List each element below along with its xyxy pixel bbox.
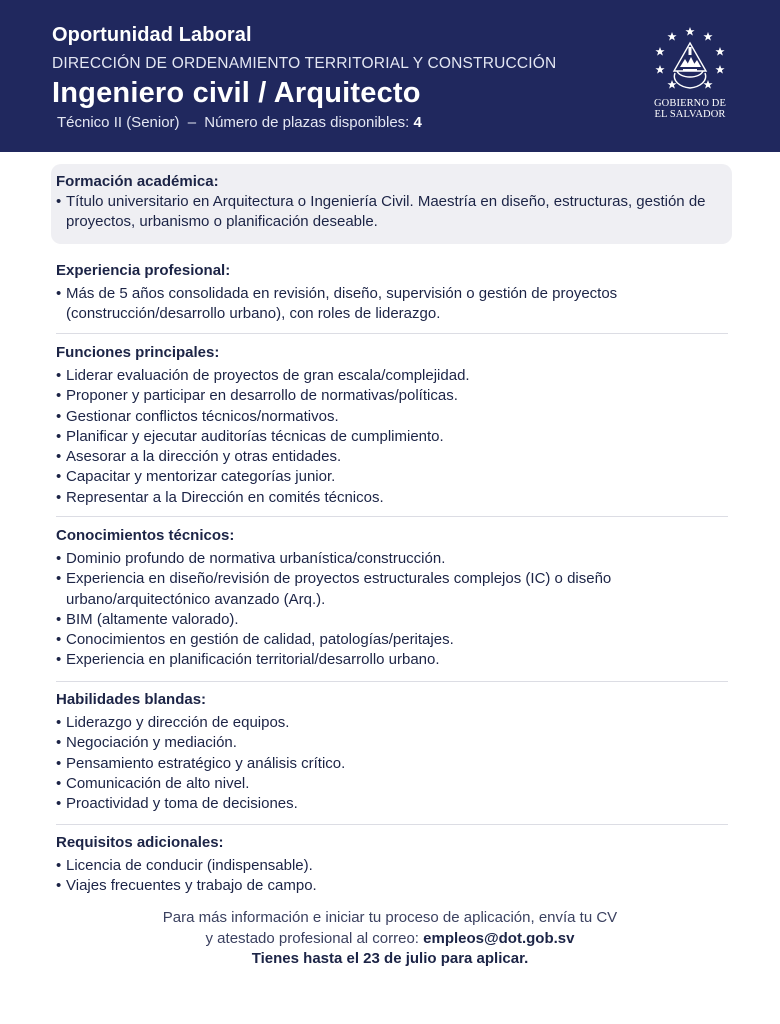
footer-contact (0, 908, 780, 970)
section-divider (56, 333, 728, 334)
government-wordmark (648, 98, 732, 120)
el-salvador-coat-of-arms-icon (650, 25, 730, 99)
list-item: • Planificar y ejecutar auditorías técnicas de cumplimiento. (56, 427, 732, 447)
list-item: • Representar a la Dirección en comités técnicos. (56, 488, 732, 508)
bullet-list (56, 192, 728, 233)
list-item: • Licencia de conducir (indispensable). (56, 856, 732, 876)
bullet-list (56, 856, 732, 897)
section-divider (56, 516, 728, 517)
opportunity-label: Oportunidad Laboral (52, 24, 252, 46)
government-line-1: GOBIERNO DE (654, 98, 726, 109)
section-heading: Formación académica: (56, 173, 219, 190)
section-technical (56, 526, 732, 671)
bullet-list (56, 549, 732, 671)
list-item: • Dominio profundo de normativa urbanística/construcción. (56, 549, 732, 569)
section-heading: Experiencia profesional: (56, 262, 231, 279)
section-heading: Habilidades blandas: (56, 691, 207, 708)
list-item: • Viajes frecuentes y trabajo de campo. (56, 876, 732, 896)
footer-line-1: Para más información e iniciar tu proceso de aplicación, envía tu CV (162, 909, 618, 926)
subtitle-separator: – (187, 114, 197, 131)
list-item: • Liderazgo y dirección de equipos. (56, 713, 732, 733)
list-item: • Pensamiento estratégico y análisis crítico. (56, 754, 732, 774)
vacancies-label: Número de plazas disponibles: (204, 114, 410, 131)
list-item: • Experiencia en planificación territorial/desarrollo urbano. (56, 650, 732, 670)
section-functions (56, 343, 732, 508)
list-item: • Título universitario en Arquitectura o Ingeniería Civil. Maestría en diseño, estructuras, gestión de proyectos, urbanismo o planificación deseable. (56, 192, 728, 233)
list-item: • Gestionar conflictos técnicos/normativos. (56, 407, 732, 427)
position-level: Técnico II (Senior) (57, 114, 180, 131)
bullet-list (56, 284, 732, 325)
application-deadline: Tienes hasta el 23 de julio para aplicar. (251, 950, 529, 967)
footer-line-2 (0, 929, 780, 950)
section-heading: Funciones principales: (56, 344, 220, 361)
list-item: • BIM (altamente valorado). (56, 610, 732, 630)
position-subtitle (57, 114, 422, 131)
list-item: • Proactividad y toma de decisiones. (56, 794, 732, 814)
list-item: • Experiencia en diseño/revisión de proyectos estructurales complejos (IC) o diseño urbano/arquitectónico avanzado (Arq.). (56, 569, 732, 610)
section-soft-skills (56, 690, 732, 814)
contact-email-link[interactable]: empleos@dot.gob.sv (423, 929, 575, 947)
position-title: Ingeniero civil / Arquitecto (52, 77, 421, 109)
bullet-list (56, 366, 732, 508)
department-name: DIRECCIÓN DE ORDENAMIENTO TERRITORIAL Y CONSTRUCCIÓN (52, 55, 557, 72)
section-divider (56, 824, 728, 825)
section-experience (56, 261, 732, 325)
list-item: • Proponer y participar en desarrollo de normativas/políticas. (56, 386, 732, 406)
list-item: • Conocimientos en gestión de calidad, patologías/peritajes. (56, 630, 732, 650)
vacancies-count: 4 (413, 114, 422, 131)
list-item: • Negociación y mediación. (56, 733, 732, 753)
section-academic (56, 172, 728, 233)
header-banner (0, 0, 780, 152)
list-item: • Comunicación de alto nivel. (56, 774, 732, 794)
list-item: • Liderar evaluación de proyectos de gran escala/complejidad. (56, 366, 732, 386)
section-heading: Requisitos adicionales: (56, 834, 224, 851)
bullet-list (56, 713, 732, 814)
list-item: • Capacitar y mentorizar categorías junior. (56, 467, 732, 487)
list-item: • Más de 5 años consolidada en revisión, diseño, supervisión o gestión de proyectos (construcción/desarrollo urbano), con roles de liderazgo. (56, 284, 732, 325)
section-additional (56, 833, 732, 897)
government-line-2: EL SALVADOR (654, 109, 726, 120)
footer-line-2-prefix: y atestado profesional al correo: (205, 929, 419, 947)
section-divider (56, 681, 728, 682)
section-heading: Conocimientos técnicos: (56, 527, 235, 544)
list-item: • Asesorar a la dirección y otras entidades. (56, 447, 732, 467)
